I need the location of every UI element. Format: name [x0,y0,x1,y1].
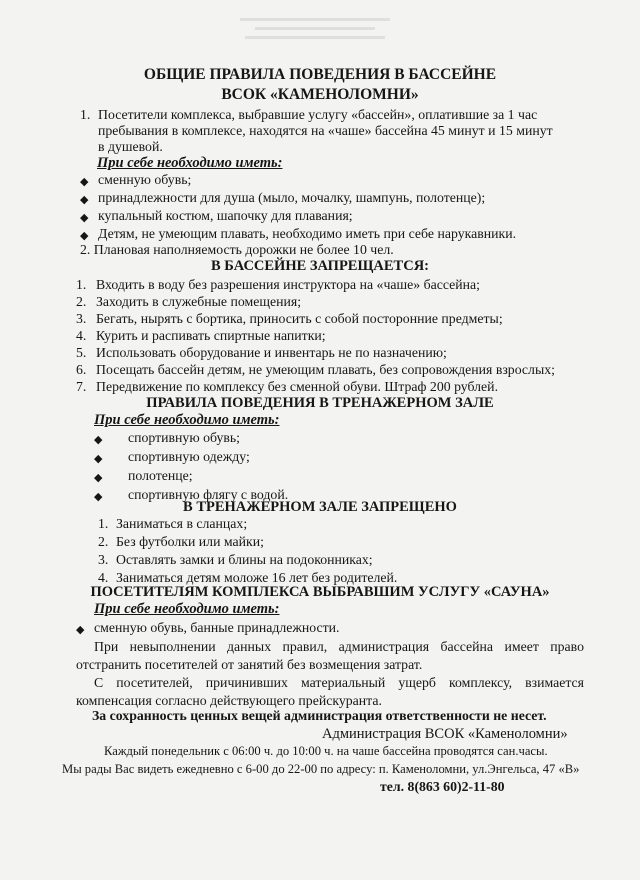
document-subtitle: ВСОК «КАМЕНОЛОМНИ» [221,86,419,103]
damage-note: С посетителей, причинивших материальный ущерб комплексу, взимается компенсация согласно действующего прейскуранта. [76,675,584,708]
gym-bring-heading: При себе необходимо иметь: [94,412,280,428]
pool-forbidden-item-1: Входить в воду без разрешения инструктора на «чаше» бассейна; [96,277,481,292]
general-item-1-number: 1. [80,107,91,122]
general-bring-heading: При себе необходимо иметь: [97,155,283,171]
pool-forbidden-number-5: 5. [76,345,87,360]
general-item-2: 2. Плановая наполняемость дорожки не более 10 чел. [80,242,394,257]
general-bullet-2: принадлежности для душа (мыло, мочалку, шампунь, полотенце); [98,190,486,205]
pool-forbidden-item-5: Использовать оборудование и инвентарь не по назначению; [96,345,447,360]
schedule-address: Мы рады Вас видеть ежедневно с 6-00 до 22-00 по адресу: п. Каменоломни, ул.Энгельса, 47 «В» [62,762,580,776]
gym-forbidden-item-4: Заниматься детям моложе 16 лет без родителей. [116,570,398,585]
gym-rules-heading: ПРАВИЛА ПОВЕДЕНИЯ В ТРЕНАЖЕРНОМ ЗАЛЕ [146,395,494,411]
bullet-icon: ◆ [94,453,103,465]
gym-bullet-4: спортивную флягу с водой. [128,487,289,502]
pool-forbidden-item-4: Курить и распивать спиртные напитки; [96,328,326,343]
gym-forbidden-number-4: 4. [98,570,109,585]
general-item-1-line-1: Посетители комплекса, выбравшие услугу «бассейн», оплатившие за 1 час [98,107,538,122]
gym-forbidden-heading: В ТРЕНАЖЕРНОМ ЗАЛЕ ЗАПРЕЩЕНО [183,499,457,515]
administration-signature: Администрация ВСОК «Каменоломни» [322,726,568,742]
bullet-icon: ◆ [80,176,89,188]
pool-forbidden-item-3: Бегать, нырять с бортика, приносить с собой посторонние предметы; [96,311,503,326]
pool-forbidden-number-1: 1. [76,277,87,292]
gym-forbidden-item-2: Без футболки или майки; [116,534,264,549]
gym-bullet-1: спортивную обувь; [128,430,241,445]
gym-bullet-2: спортивную одежду; [128,449,250,464]
sauna-bullet: сменную обувь, банные принадлежности. [94,620,340,635]
pool-forbidden-number-3: 3. [76,311,87,326]
gym-bullet-3: полотенце; [128,468,193,483]
bullet-icon: ◆ [76,624,85,636]
bullet-icon: ◆ [80,194,89,206]
pool-forbidden-number-7: 7. [76,379,87,394]
general-item-1-line-3: в душевой. [98,139,163,154]
bullet-icon: ◆ [80,230,89,242]
sanitary-hours: Каждый понедельник с 06:00 ч. до 10:00 ч. на чаше бассейна проводятся сан.часы. [104,744,548,758]
pool-forbidden-item-6: Посещать бассейн детям, не умеющим плавать, без сопровождения взрослых; [96,362,555,377]
gym-forbidden-item-3: Оставлять замки и блины на подоконниках; [116,552,373,567]
sauna-heading: ПОСЕТИТЕЛЯМ КОМПЛЕКСА ВЫБРАВШИМ УСЛУГУ «САУНА» [90,584,550,600]
general-bullet-3: купальный костюм, шапочку для плавания; [98,208,353,223]
pool-forbidden-heading: В БАССЕЙНЕ ЗАПРЕЩАЕТСЯ: [211,258,429,274]
pool-forbidden-number-2: 2. [76,294,87,309]
general-bullet-4: Детям, не умеющим плавать, необходимо иметь при себе нарукавники. [98,226,517,241]
violation-note: При невыполнении данных правил, администрация бассейна имеет право отстранить посетителей от занятий без возмещения затрат. [76,639,584,672]
gym-forbidden-number-2: 2. [98,534,109,549]
gym-forbidden-number-1: 1. [98,516,109,531]
gym-forbidden-number-3: 3. [98,552,109,567]
faint-header-imprint [240,12,400,52]
bullet-icon: ◆ [94,491,103,503]
bullet-icon: ◆ [80,212,89,224]
valuables-disclaimer: За сохранность ценных вещей администрация ответственности не несет. [92,708,547,723]
pool-forbidden-number-6: 6. [76,362,87,377]
gym-forbidden-item-1: Заниматься в сланцах; [116,516,248,531]
general-bullet-1: сменную обувь; [98,172,192,187]
pool-forbidden-item-7: Передвижение по комплексу без сменной обуви. Штраф 200 рублей. [96,379,499,394]
pool-forbidden-number-4: 4. [76,328,87,343]
bullet-icon: ◆ [94,434,103,446]
sauna-bring-heading: При себе необходимо иметь: [94,601,280,617]
pool-forbidden-item-2: Заходить в служебные помещения; [96,294,302,309]
phone-number: тел. 8(863 60)2-11-80 [380,779,505,794]
bullet-icon: ◆ [94,472,103,484]
document-title: ОБЩИЕ ПРАВИЛА ПОВЕДЕНИЯ В БАССЕЙНЕ [143,66,497,83]
general-item-1-line-2: пребывания в комплексе, находятся на «чаше» бассейна 45 минут и 15 минут [98,123,553,138]
